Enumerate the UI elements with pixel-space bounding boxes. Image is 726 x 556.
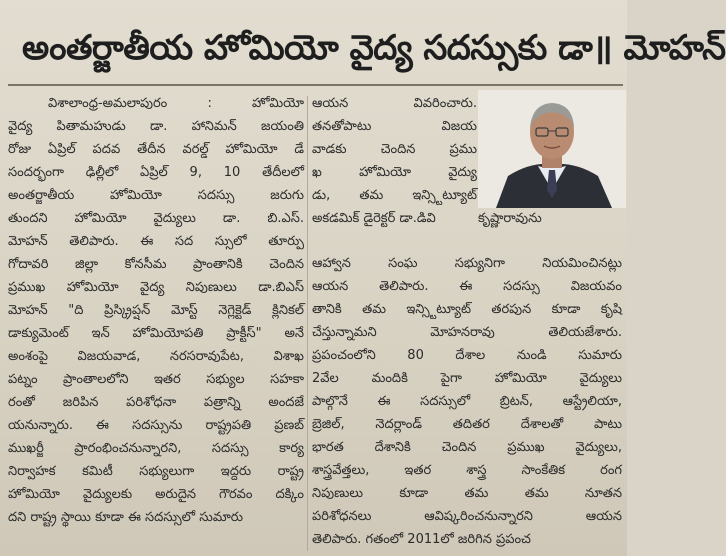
article-text-line: 2వేల మందికి పైగా హోమియో వైద్యులు (312, 371, 622, 386)
article-text-line: పరిశోధనలు ఆవిష్కరించనున్నారని ఆయన (312, 509, 622, 524)
article-text-line: అంతర్జాతీయ హోమియో సదస్సు జరుగు (8, 188, 304, 203)
article-text-line: శాస్త్రవేత్తలు, ఇతర శాస్త్ర సాంకేతిక రంగ (312, 463, 622, 478)
article-text-line: పట్నం ప్రాంతాలలోని ఇతర సభ్యుల సహకా (8, 372, 304, 387)
article-text-line: చేస్తున్నామని మోహనరావు తెలియజేశారు. (312, 325, 622, 340)
portrait-photo-icon (478, 90, 626, 208)
article-column-right-top (312, 92, 477, 252)
article-text-line: విశాలాంధ్ర-అమలాపురం : హోమియో (48, 96, 304, 111)
article-text-line: రంతో జరిపిన పరిశోధనా పత్రాన్ని అందజే (8, 395, 304, 410)
article-text-line: తుందని హోమియో వైద్యులు డా. బి.ఎస్. (8, 211, 304, 226)
article-text-line: మోహన్ "ది ప్రిస్క్రిప్షన్ మోస్ట్ నెగ్లెక్టెడ్ క్లినికల్ (8, 303, 304, 318)
headline-divider (8, 84, 623, 86)
article-text-line: యనున్నారు. ఈ సదస్సును రాష్ట్రపతి ప్రణబ్ (8, 418, 304, 433)
article-text-line: భారత దేశానికి చెందిన ప్రముఖ వైద్యులు, (312, 440, 622, 455)
article-text-line: అకడమిక్ డైరెక్టర్ డా.డివి (312, 211, 436, 226)
article-text-line: ప్రపంచంలోని 80 దేశాల నుండి సుమారు (312, 348, 622, 363)
article-text-line: ముఖర్జీ ప్రారంభించనున్నారని, సదస్సు కార్య (8, 441, 304, 456)
article-text-line: ఆహ్వాన సంఘ సభ్యునిగా నియమించినట్లు (312, 256, 622, 271)
article-text-line: బ్రెజిల్, నెదర్లాండ్ తదితర దేశాలతో పాటు (312, 417, 622, 432)
article-text-line: తెలిపారు. గతంలో 2011లో జరిగిన ప్రపంచ (312, 532, 531, 547)
article-text-line: నిర్వాహక కమిటీ సభ్యులుగా ఇద్దరు రాష్ట్ర (8, 464, 304, 479)
article-text-line-continuation: కృష్ణారావును (478, 211, 542, 226)
article-text-line: అంశంపై విజయవాడ, నరసరావుపేట, విశాఖ (8, 349, 304, 364)
article-text-line: డు, తమ ఇన్స్టిట్యూట్ (312, 188, 477, 203)
article-text-line: రోజు ఏప్రిల్ పదవ తేదీన వరల్డ్ హోమియో డే (8, 142, 304, 157)
article-text-line: హోమియో వైద్యులకు అరుదైన గౌరవం దక్కిం (8, 487, 304, 502)
article-text-line: నిపుణులు కూడా తమ తమ నూతన (312, 486, 622, 501)
article-text-line: ఖ హోమియో వైద్యు (312, 165, 477, 180)
column-divider (307, 96, 308, 551)
article-text-line: తనతోపాటు విజయ (312, 119, 477, 134)
article-text-line: దని రాష్ట్ర స్థాయి కూడా ఈ సదస్సులో సుమారు (8, 510, 243, 525)
article-text-line: తానికి తమ ఇన్స్టిట్యూట్ తరపున కూడా కృషి (312, 302, 622, 317)
article-column-right-bottom (312, 252, 622, 556)
article-text-line: సందర్భంగా ఢిల్లీలో ఏప్రిల్ 9, 10 తేదీలలో (8, 165, 304, 180)
article-column-left (8, 92, 304, 556)
article-text-line: గోదావరి జిల్లా కోనసీమ ప్రాంతానికి చెందిన (8, 257, 304, 272)
article-text-line: ఆయన తెలిపారు. ఈ సదస్సు విజయవం (312, 279, 622, 294)
article-text-line: వాడకు చెందిన ప్రము (312, 142, 477, 157)
article-text-line: వైద్య పితామహుడు డా. హానిమన్ జయంతి (8, 119, 304, 134)
author-portrait-photo (478, 90, 626, 208)
article-text-line: ఆయన వివరించారు. (312, 96, 477, 111)
article-text-line: పాల్గొనే ఈ సదస్సులో బ్రిటన్, ఆస్ట్రేలియా, (312, 394, 622, 409)
article-text-line: ప్రముఖ హోమియో వైద్య నిపుణులు డా.బిఎస్ (8, 280, 304, 295)
article-headline: అంతర్జాతీయ హోమియో వైద్య సదస్సుకు డా॥ మోహన్ (22, 28, 726, 68)
article-text-line: డాక్యుమెంట్ ఇన్ హోమియోపతి ప్రాక్టీస్" అనే (8, 326, 304, 341)
article-text-line: మోహన్ తెలిపారు. ఈ సద స్సులో తూర్పు (8, 234, 304, 249)
